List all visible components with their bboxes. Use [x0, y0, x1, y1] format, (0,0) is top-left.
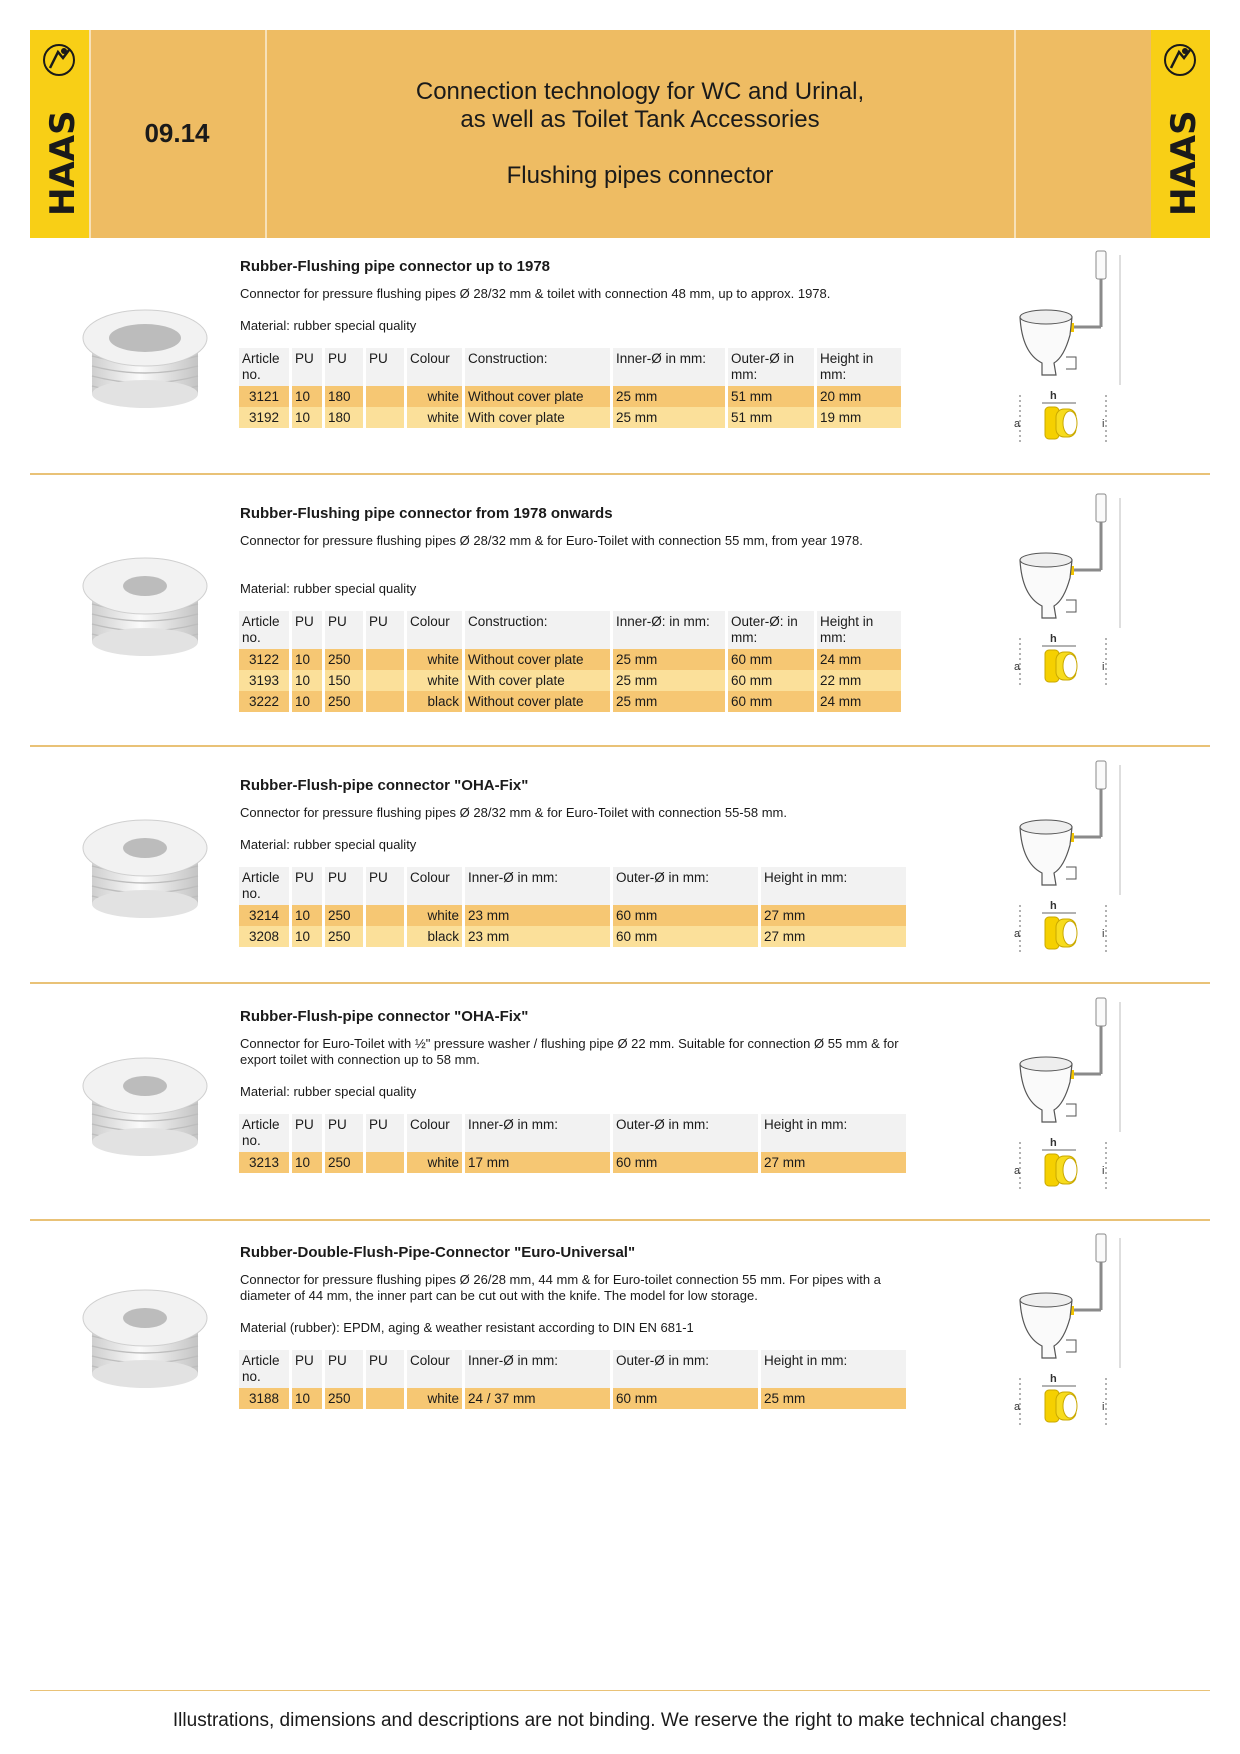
article-number: 3222 [239, 691, 289, 712]
table-row [239, 1152, 906, 1173]
column-header: Height in mm: [817, 348, 901, 386]
article-number: 3192 [239, 407, 289, 428]
column-header: Inner-Ø in mm: [465, 1350, 610, 1388]
page-subtitle: Flushing pipes connector [506, 162, 774, 189]
table-cell: 51 mm [728, 386, 814, 407]
table-cell [366, 926, 404, 947]
table-row [239, 1388, 906, 1409]
column-header: PU [292, 867, 322, 905]
product-image [50, 810, 240, 930]
dim-label-i: i [1102, 928, 1105, 940]
column-header: PU [325, 611, 363, 649]
title-line-2: as well as Toilet Tank Accessories [460, 106, 820, 133]
table-cell: 60 mm [613, 1388, 758, 1409]
table-row [239, 691, 901, 712]
section-material: Material: rubber special quality [240, 837, 417, 852]
dim-label-a: a [1014, 928, 1021, 940]
table-cell: white [407, 1152, 462, 1173]
table-cell: 60 mm [728, 691, 814, 712]
table-cell [366, 407, 404, 428]
table-cell: black [407, 926, 462, 947]
table-cell: Without cover plate [465, 386, 610, 407]
table-cell: 10 [292, 691, 322, 712]
article-number: 3193 [239, 670, 289, 691]
section-title: Rubber-Double-Flush-Pipe-Connector "Euro-Universal" [240, 1244, 636, 1261]
article-number: 3208 [239, 926, 289, 947]
table-cell: black [407, 691, 462, 712]
table-cell: 10 [292, 386, 322, 407]
table-cell: Without cover plate [465, 649, 610, 670]
column-header: Outer-Ø in mm: [728, 348, 814, 386]
table-cell: 60 mm [728, 670, 814, 691]
column-header: Colour [407, 1114, 462, 1152]
column-header: PU [325, 1114, 363, 1152]
table-header-row [239, 867, 906, 905]
table-cell: 25 mm [613, 670, 725, 691]
table-cell: 25 mm [613, 649, 725, 670]
article-number: 3214 [239, 905, 289, 926]
dim-label-h: h [1050, 1373, 1057, 1385]
column-header: PU [292, 1350, 322, 1388]
table-cell: 27 mm [761, 905, 906, 926]
dim-label-a: a [1014, 1401, 1021, 1413]
column-header: Colour [407, 348, 462, 386]
table-cell: 180 [325, 386, 363, 407]
table-cell: white [407, 649, 462, 670]
dim-label-i: i [1102, 1401, 1105, 1413]
table-cell: 10 [292, 905, 322, 926]
article-number: 3213 [239, 1152, 289, 1173]
installation-diagram [1000, 1228, 1150, 1438]
table-cell: 10 [292, 1152, 322, 1173]
dim-label-h: h [1050, 390, 1057, 402]
table-cell [366, 691, 404, 712]
table-cell: 250 [325, 691, 363, 712]
table-cell: With cover plate [465, 670, 610, 691]
table-cell: 20 mm [817, 386, 901, 407]
column-header: PU [325, 348, 363, 386]
table-cell: 60 mm [728, 649, 814, 670]
column-header: Inner-Ø: in mm: [613, 611, 725, 649]
table-cell: 10 [292, 926, 322, 947]
section-material: Material: rubber special quality [240, 1084, 417, 1099]
table-cell: 150 [325, 670, 363, 691]
table-cell: 25 mm [761, 1388, 906, 1409]
column-header: Colour [407, 1350, 462, 1388]
table-cell: 10 [292, 1388, 322, 1409]
table-cell: With cover plate [465, 407, 610, 428]
spec-table [236, 867, 909, 947]
article-number: 3121 [239, 386, 289, 407]
section-title: Rubber-Flush-pipe connector "OHA-Fix" [240, 1008, 529, 1025]
page-header [30, 30, 1210, 238]
table-cell: 51 mm [728, 407, 814, 428]
section-title: Rubber-Flushing pipe connector up to 1978 [240, 258, 551, 275]
table-header-row [239, 1350, 906, 1388]
dim-label-h: h [1050, 900, 1057, 912]
column-header: Colour [407, 867, 462, 905]
section-description: Connector for pressure flushing pipes Ø 28/32 mm & toilet with connection 48 mm, up to approx. 1978. [240, 286, 831, 301]
product-image [50, 300, 240, 420]
table-cell: 250 [325, 649, 363, 670]
table-header-row [239, 348, 901, 386]
section-material: Material: rubber special quality [240, 581, 417, 596]
header-divider [1014, 30, 1016, 238]
table-cell: 25 mm [613, 407, 725, 428]
table-cell [366, 649, 404, 670]
column-header: PU [292, 611, 322, 649]
table-cell: 23 mm [465, 926, 610, 947]
title-line-1: Connection technology for WC and Urinal, [415, 78, 865, 105]
brand-name: HAAS [1164, 110, 1204, 216]
table-cell [366, 670, 404, 691]
table-row [239, 670, 901, 691]
table-row [239, 407, 901, 428]
table-cell: white [407, 386, 462, 407]
spec-table [236, 611, 904, 712]
column-header: Height in mm: [761, 1114, 906, 1152]
section-material: Material: rubber special quality [240, 318, 417, 333]
column-header: PU [366, 867, 404, 905]
page-title [267, 78, 1013, 190]
dim-label-h: h [1050, 633, 1057, 645]
table-cell: 22 mm [817, 670, 901, 691]
table-row [239, 926, 906, 947]
section-title: Rubber-Flush-pipe connector "OHA-Fix" [240, 777, 529, 794]
table-cell: 250 [325, 926, 363, 947]
column-header: Outer-Ø: in mm: [728, 611, 814, 649]
table-row [239, 386, 901, 407]
column-header: PU [366, 348, 404, 386]
column-header: PU [366, 611, 404, 649]
section-title: Rubber-Flushing pipe connector from 1978 onwards [240, 505, 613, 522]
table-cell: white [407, 670, 462, 691]
column-header: PU [292, 1114, 322, 1152]
spec-table [236, 348, 904, 428]
column-header: Colour [407, 611, 462, 649]
column-header: Height in mm: [817, 611, 901, 649]
table-row [239, 649, 901, 670]
article-number: 3122 [239, 649, 289, 670]
table-cell: 27 mm [761, 1152, 906, 1173]
table-cell: white [407, 407, 462, 428]
column-header: Construction: [465, 611, 610, 649]
brand-logo-right [1151, 30, 1210, 238]
table-cell: 24 / 37 mm [465, 1388, 610, 1409]
table-cell: 180 [325, 407, 363, 428]
table-cell [366, 386, 404, 407]
column-header: Construction: [465, 348, 610, 386]
table-cell: 250 [325, 1152, 363, 1173]
table-cell [366, 1388, 404, 1409]
table-cell: white [407, 1388, 462, 1409]
article-number: 3188 [239, 1388, 289, 1409]
installation-diagram [1000, 992, 1150, 1202]
table-cell: 60 mm [613, 926, 758, 947]
section-divider [30, 745, 1210, 747]
table-cell: 17 mm [465, 1152, 610, 1173]
column-header: PU [325, 867, 363, 905]
product-image [50, 1048, 240, 1168]
column-header: Article no. [239, 348, 289, 386]
table-cell [366, 905, 404, 926]
column-header: Article no. [239, 867, 289, 905]
column-header: Outer-Ø in mm: [613, 1350, 758, 1388]
product-image [50, 1280, 240, 1400]
table-cell: 10 [292, 407, 322, 428]
table-cell: Without cover plate [465, 691, 610, 712]
dim-label-i: i [1102, 418, 1105, 430]
dim-label-a: a [1014, 661, 1021, 673]
table-cell: 250 [325, 1388, 363, 1409]
section-code: 09.14 [144, 118, 210, 148]
installation-diagram [1000, 488, 1150, 698]
installation-diagram [1000, 245, 1150, 455]
section-material: Material (rubber): EPDM, aging & weather resistant according to DIN EN 681-1 [240, 1320, 694, 1335]
section-description: Connector for Euro-Toilet with ½" pressure washer / flushing pipe Ø 22 mm. Suitable for connection Ø 55 mm & for export toilet with connection up to 58 mm. [240, 1036, 899, 1067]
section-divider [30, 473, 1210, 475]
table-header-row [239, 611, 901, 649]
footer-divider [30, 1690, 1210, 1691]
column-header: Article no. [239, 1350, 289, 1388]
table-cell: 60 mm [613, 905, 758, 926]
brand-logo-left [30, 30, 89, 238]
table-cell: 25 mm [613, 386, 725, 407]
column-header: Height in mm: [761, 867, 906, 905]
table-cell: 10 [292, 649, 322, 670]
section-description: Connector for pressure flushing pipes Ø 28/32 mm & for Euro-Toilet with connection 55 mm, from year 1978. [240, 533, 863, 548]
section-description: Connector for pressure flushing pipes Ø 28/32 mm & for Euro-Toilet with connection 55-58 mm. [240, 805, 787, 820]
table-cell: 24 mm [817, 649, 901, 670]
table-cell: 25 mm [613, 691, 725, 712]
column-header: Height in mm: [761, 1350, 906, 1388]
section-divider [30, 982, 1210, 984]
column-header: Outer-Ø in mm: [613, 867, 758, 905]
haas-logo-icon [36, 38, 83, 230]
table-cell: 19 mm [817, 407, 901, 428]
section-description: Connector for pressure flushing pipes Ø 26/28 mm, 44 mm & for Euro-toilet connection 55 mm. For pipes with a diameter of 44 mm, the inner part can be cut out with the knife. The model for low storage. [240, 1272, 881, 1303]
section-divider [30, 1219, 1210, 1221]
column-header: Outer-Ø in mm: [613, 1114, 758, 1152]
table-row [239, 905, 906, 926]
footer-disclaimer: Illustrations, dimensions and descriptions are not binding. We reserve the right to make technical changes! [172, 1710, 1068, 1731]
column-header: Inner-Ø in mm: [465, 1114, 610, 1152]
column-header: Article no. [239, 611, 289, 649]
spec-table [236, 1350, 909, 1409]
table-cell [366, 1152, 404, 1173]
column-header: Article no. [239, 1114, 289, 1152]
column-header: Inner-Ø in mm: [613, 348, 725, 386]
column-header: Inner-Ø in mm: [465, 867, 610, 905]
column-header: PU [325, 1350, 363, 1388]
brand-name: HAAS [43, 110, 83, 216]
haas-logo-icon [1157, 38, 1204, 230]
table-header-row [239, 1114, 906, 1152]
table-cell: white [407, 905, 462, 926]
dim-label-h: h [1050, 1137, 1057, 1149]
table-cell: 27 mm [761, 926, 906, 947]
product-image [50, 548, 240, 668]
installation-diagram [1000, 755, 1150, 965]
table-cell: 10 [292, 670, 322, 691]
dim-label-a: a [1014, 418, 1021, 430]
column-header: PU [366, 1350, 404, 1388]
table-cell: 23 mm [465, 905, 610, 926]
dim-label-a: a [1014, 1165, 1021, 1177]
column-header: PU [292, 348, 322, 386]
dim-label-i: i [1102, 1165, 1105, 1177]
table-cell: 24 mm [817, 691, 901, 712]
dim-label-i: i [1102, 661, 1105, 673]
table-cell: 60 mm [613, 1152, 758, 1173]
spec-table [236, 1114, 909, 1173]
table-cell: 250 [325, 905, 363, 926]
column-header: PU [366, 1114, 404, 1152]
